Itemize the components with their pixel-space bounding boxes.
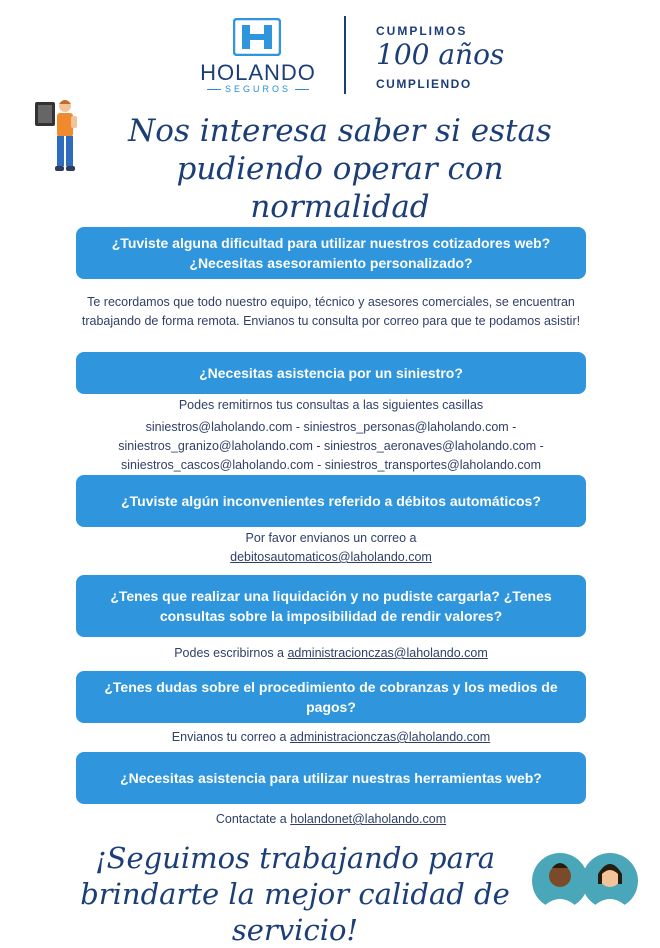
header-divider <box>344 16 346 94</box>
brand-name: HOLANDO <box>200 60 316 85</box>
siniestro-email-list: siniestros@laholando.com - siniestros_personas@laholando.com - siniestros_granizo@laholando.com - siniestros_aeronaves@laholando.com - siniestros_cascos@laholando.com - siniestros_transportes@laholando.com <box>118 420 544 472</box>
headline: Nos interesa saber si estas pudiendo operar con normalidad <box>128 113 552 225</box>
debitos-email-link[interactable]: debitosautomaticos@laholando.com <box>230 550 432 564</box>
liquidacion-row <box>76 644 586 663</box>
section-title-siniestro: ¿Necesitas asistencia por un siniestro? <box>76 352 586 394</box>
section-body-debitos: Por favor envianos un correo a <box>245 531 417 545</box>
section-title-cotizadores: ¿Tuviste alguna dificultad para utilizar nuestros cotizadores web? ¿Necesitas asesoramiento personalizado? <box>76 227 586 279</box>
brand-sub: SEGUROS <box>195 84 321 94</box>
closing-message: ¡Seguimos trabajando para brindarte la mejor calidad de servicio! <box>80 841 510 947</box>
person-with-laptop-icon <box>33 96 93 180</box>
section-body-siniestro: Podes remitirnos tus consultas a las siguientes casillas <box>178 398 484 412</box>
herramientas-row <box>76 810 586 829</box>
section-title-liquidacion: ¿Tenes que realizar una liquidación y no pudiste cargarla? ¿Tenes consultas sobre la imposibilidad de rendir valores? <box>76 575 586 637</box>
support-agents-icon <box>532 852 638 910</box>
tagline-mid: 100 años <box>376 38 505 71</box>
section-body-cotizadores: Te recordamos que todo nuestro equipo, técnico y asesores comerciales, se encuentran trabajando de forma remota. Envianos tu consulta por correo para que te podamos asistir! <box>81 295 581 328</box>
tagline-bottom: CUMPLIENDO <box>376 77 472 91</box>
holando-logo-icon <box>233 18 281 56</box>
cobranzas-email-link[interactable]: administracionczas@laholando.com <box>289 730 491 744</box>
section-body-cobranzas: Envianos tu correo a <box>171 730 287 744</box>
section-body-herramientas: Contactate a <box>215 812 287 826</box>
section-title-herramientas: ¿Necesitas asistencia para utilizar nuestras herramientas web? <box>76 752 586 804</box>
section-title-cobranzas: ¿Tenes dudas sobre el procedimiento de cobranzas y los medios de pagos? <box>76 671 586 723</box>
section-body-liquidacion: Podes escribirnos a <box>174 646 284 660</box>
tagline-top: CUMPLIMOS <box>376 24 468 38</box>
section-title-debitos: ¿Tuviste algún inconvenientes referido a débitos automáticos? <box>76 475 586 527</box>
cobranzas-row <box>76 728 586 747</box>
liquidacion-email-link[interactable]: administracionczas@laholando.com <box>287 646 488 660</box>
debitos-email-row <box>76 548 586 567</box>
herramientas-email-link[interactable]: holandonet@laholando.com <box>290 812 447 826</box>
